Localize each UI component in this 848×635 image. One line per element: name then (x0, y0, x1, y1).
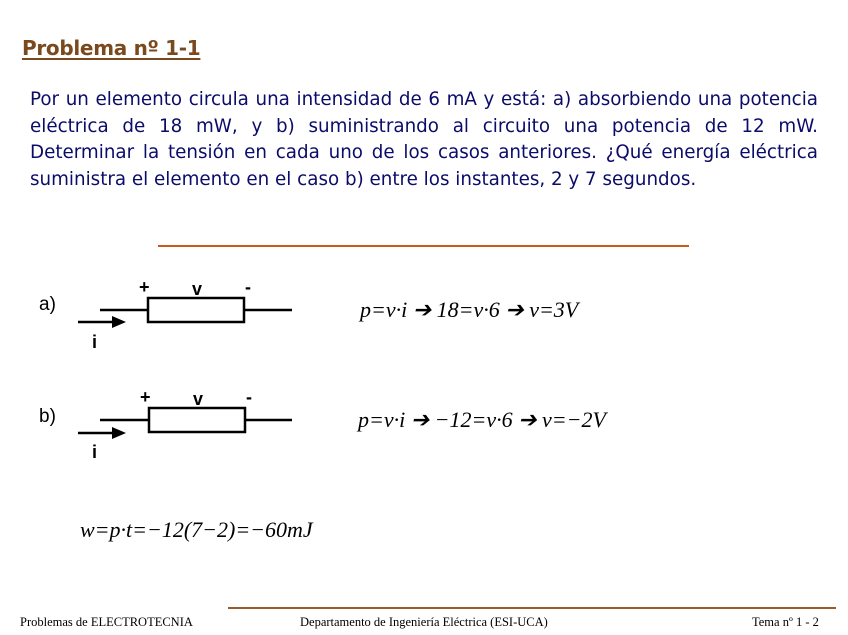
circuit-a-current-arrow-head (112, 316, 126, 328)
circuit-a-element (148, 298, 244, 322)
problem-statement: Por un elemento circula una intensidad de 6 mA y está: a) absorbiendo una potencia eléctrica de 18 mW, y b) suministrando al circuito una potencia de 12 mW. Determinar la tensión en cada uno de los casos anteriores. ¿Qué energía eléctrica suministra el elemento en el caso b) entre los instantes, 2 y 7 segundos. (30, 89, 818, 190)
section-divider (158, 245, 689, 247)
footer-page-number: Tema nº 1 - 2 (752, 615, 819, 629)
energy-formula: w=p·t=−12(7−2)=−60mJ (80, 517, 313, 542)
case-b-plus-sign: + (140, 387, 151, 407)
case-a-label: a) (39, 294, 56, 315)
case-a-voltage-symbol: v (192, 279, 203, 299)
case-b-label: b) (39, 406, 56, 427)
case-a-minus-sign: - (245, 277, 251, 297)
case-b-formula: p=v·i ➔ −12=v·6 ➔ v=−2V (358, 407, 606, 432)
case-b-minus-sign: - (246, 387, 252, 407)
case-a-formula: p=v·i ➔ 18=v·6 ➔ v=3V (360, 297, 579, 322)
footer-course: Problemas de ELECTROTECNIA (20, 615, 193, 629)
case-a-current-symbol: i (92, 332, 98, 352)
problem-title: Problema nº 1-1 (22, 36, 201, 60)
footer-department: Departamento de Ingeniería Eléctrica (ESI-UCA) (300, 615, 548, 629)
case-b-voltage-symbol: v (193, 389, 204, 409)
circuit-b-current-arrow-head (112, 427, 126, 439)
case-b-current-symbol: i (92, 442, 98, 462)
circuit-b-element (149, 408, 245, 432)
circuit-a-diagram (70, 285, 300, 355)
case-a-plus-sign: + (139, 277, 150, 297)
circuit-b-diagram (70, 396, 300, 466)
footer-divider (228, 607, 836, 609)
